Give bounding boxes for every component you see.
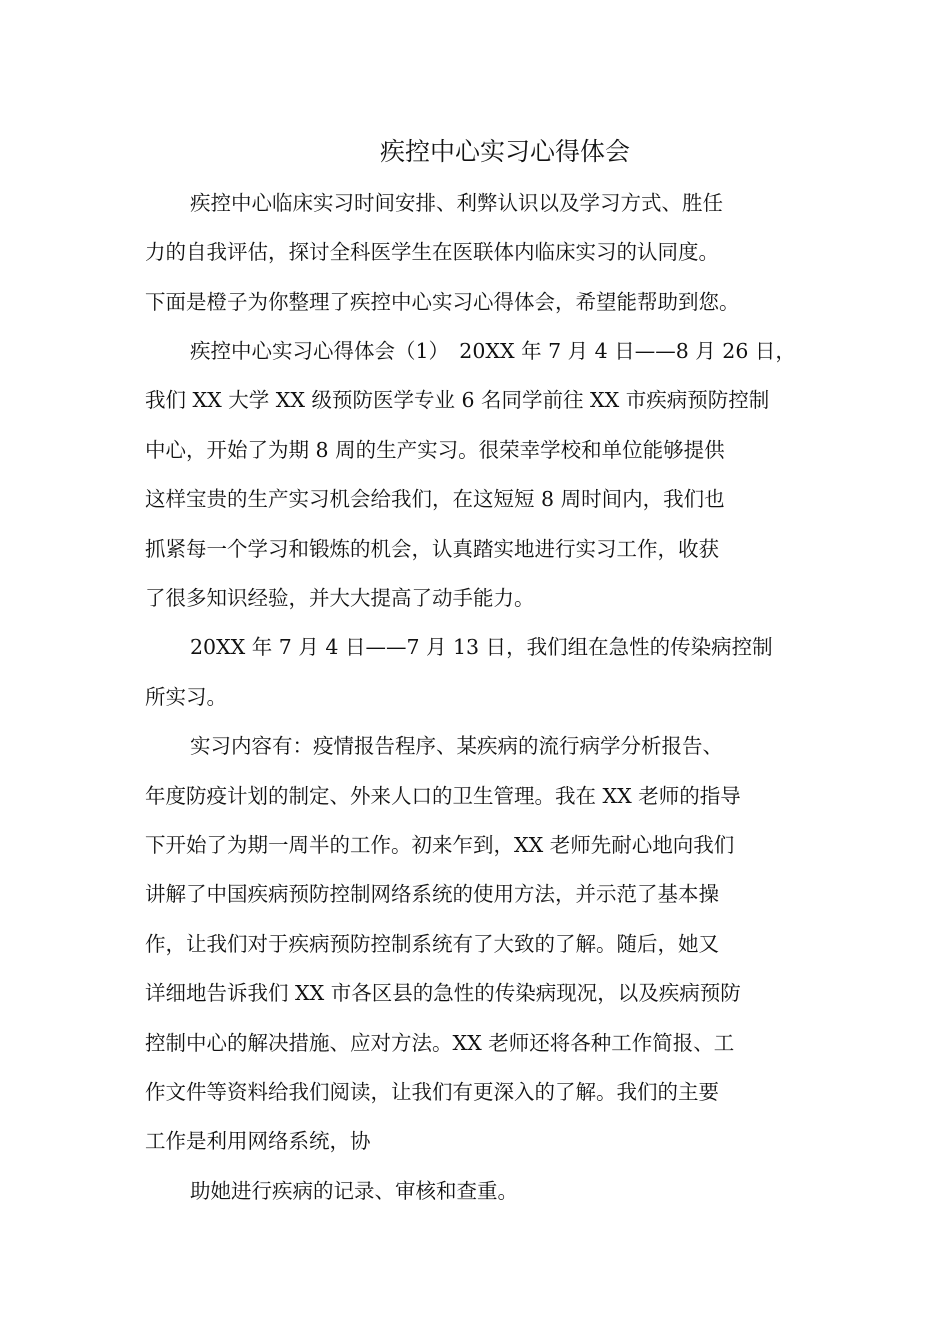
paragraph-1-line-3: 下面是橙子为你整理了疾控中心实习心得体会，希望能帮助到您。: [145, 290, 740, 314]
paragraph-1-line-1: 疾控中心临床实习时间安排、利弊认识以及学习方式、胜任: [190, 191, 723, 215]
paragraph-5-line-1: 助她进行疾病的记录、审核和查重。: [190, 1179, 518, 1203]
paragraph-3-line-1: 20XX 年 7 月 4 日——7 月 13 日，我们组在急性的传染病控制: [190, 635, 773, 659]
paragraph-4-line-3: 下开始了为期一周半的工作。初来乍到，XX 老师先耐心地向我们: [145, 833, 735, 857]
paragraph-4-line-1: 实习内容有：疫情报告程序、某疾病的流行病学分析报告、: [190, 734, 723, 758]
paragraph-2-line-6: 了很多知识经验，并大大提高了动手能力。: [145, 586, 535, 610]
paragraph-1-line-2: 力的自我评估，探讨全科医学生在医联体内临床实习的认同度。: [145, 240, 719, 264]
paragraph-4-line-2: 年度防疫计划的制定、外来人口的卫生管理。我在 XX 老师的指导: [145, 784, 741, 808]
paragraph-2-line-5: 抓紧每一个学习和锻炼的机会，认真踏实地进行实习工作，收获: [145, 537, 719, 561]
paragraph-4-line-5: 作，让我们对于疾病预防控制系统有了大致的了解。随后，她又: [145, 932, 719, 956]
paragraph-2-line-2: 我们 XX 大学 XX 级预防医学专业 6 名同学前往 XX 市疾病预防控制: [145, 388, 770, 412]
paragraph-4-line-7: 控制中心的解决措施、应对方法。XX 老师还将各种工作简报、工: [145, 1031, 735, 1055]
paragraph-2-line-3: 中心，开始了为期 8 周的生产实习。很荣幸学校和单位能够提供: [145, 438, 725, 462]
paragraph-2-line-1: 疾控中心实习心得体会（1） 20XX 年 7 月 4 日——8 月 26 日，: [190, 339, 796, 363]
paragraph-4-line-8: 作文件等资料给我们阅读，让我们有更深入的了解。我们的主要: [145, 1080, 719, 1104]
paragraph-2-line-4: 这样宝贵的生产实习机会给我们，在这短短 8 周时间内，我们也: [145, 487, 725, 511]
paragraph-4-line-6: 详细地告诉我们 XX 市各区县的急性的传染病现况，以及疾病预防: [145, 981, 741, 1005]
paragraph-4-line-4: 讲解了中国疾病预防控制网络系统的使用方法，并示范了基本操: [145, 882, 719, 906]
document-title: 疾控中心实习心得体会: [379, 137, 630, 166]
paragraph-4-line-9: 工作是利用网络系统，协: [145, 1129, 371, 1153]
paragraph-3-line-2: 所实习。: [145, 685, 227, 709]
